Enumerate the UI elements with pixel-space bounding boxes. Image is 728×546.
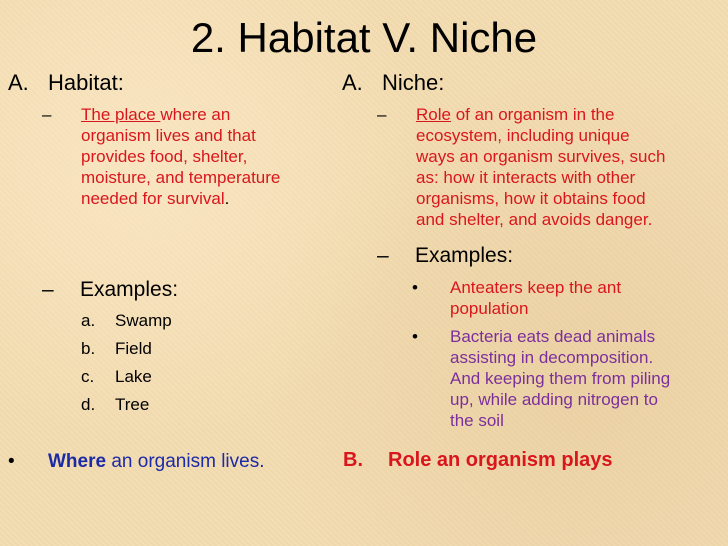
niche-bullet-2-line-1: Bacteria eats dead animals [450,327,656,346]
habitat-example-d-text: Tree [115,395,150,414]
habitat-definition-end: . [224,189,230,208]
habitat-examples-heading [42,277,292,303]
habitat-heading [8,70,308,96]
habitat-definition-line-3: provides food, shelter, [81,147,248,166]
habitat-summary-bold: Where [48,451,107,472]
niche-bullet-2-line-5: the soil [450,411,504,430]
habitat-definition-line-1: where an [160,105,231,124]
niche-bullet-2-line-4: up, while adding nitrogen to [450,390,658,409]
niche-definition-line-3: ways an organism survives, such [416,147,666,166]
niche-bullet-2-marker: • [412,327,418,346]
habitat-example-a-text: Swamp [115,311,172,330]
habitat-definition-highlight: The place [81,105,161,124]
habitat-example-c [81,366,281,387]
niche-definition-line-6: and shelter, and avoids danger. [416,210,653,229]
niche-heading-text: Niche: [382,70,445,95]
habitat-examples-text: Examples: [80,278,179,301]
niche-definition-line-1: of an organism in the [450,105,615,124]
niche-bullet-2-line-3: And keeping them from piling [450,369,671,388]
niche-definition-marker: – [377,105,387,124]
niche-summary-label: B. [343,449,363,471]
habitat-example-a [81,310,281,331]
habitat-examples-marker: – [42,278,54,301]
habitat-definition-line-2: organism lives and that [81,126,256,145]
habitat-example-c-label: c. [81,367,95,386]
habitat-definition-marker: – [42,105,52,124]
niche-definition-line-5: organisms, how it obtains food [416,189,646,208]
niche-definition [377,104,722,234]
habitat-example-a-label: a. [81,311,96,330]
habitat-example-d-label: d. [81,395,96,414]
niche-summary-text: Role an organism plays [388,449,613,471]
niche-bullet-1-marker: • [412,278,418,297]
habitat-definition-line-4: moisture, and temperature [81,168,281,187]
niche-definition-line-2: ecosystem, including unique [416,126,630,145]
niche-bullet-1 [412,277,722,321]
habitat-definition [42,104,332,214]
habitat-example-b-text: Field [115,339,152,358]
habitat-summary-rest: an organism lives. [106,451,265,472]
niche-bullet-1-line-2: population [450,299,529,318]
habitat-summary [8,450,338,474]
habitat-definition-line-5: needed for survival [81,189,225,208]
niche-definition-line-4: as: how it interacts with other [416,168,636,187]
habitat-example-b-label: b. [81,339,96,358]
niche-definition-body [416,104,665,230]
niche-examples-text: Examples: [415,244,514,267]
slide-title: 2. Habitat V. Niche [190,14,538,61]
niche-bullet-1-body [450,277,621,319]
niche-bullet-2 [412,326,722,436]
niche-bullet-2-body [450,326,670,431]
niche-heading [342,70,642,96]
niche-bullet-2-line-2: assisting in decomposition. [450,348,654,367]
niche-summary [343,448,713,472]
niche-examples-heading [377,243,627,269]
niche-heading-label: A. [342,70,363,95]
habitat-definition-body [81,104,280,209]
habitat-example-b [81,338,281,359]
niche-examples-marker: – [377,244,389,267]
habitat-heading-label: A. [8,70,29,95]
niche-definition-highlight: Role [416,105,451,124]
niche-bullet-1-line-1: Anteaters keep the ant [450,278,622,297]
habitat-heading-text: Habitat: [48,70,124,95]
habitat-summary-bullet: • [8,451,15,472]
habitat-example-c-text: Lake [115,367,152,386]
habitat-example-d [81,394,281,415]
